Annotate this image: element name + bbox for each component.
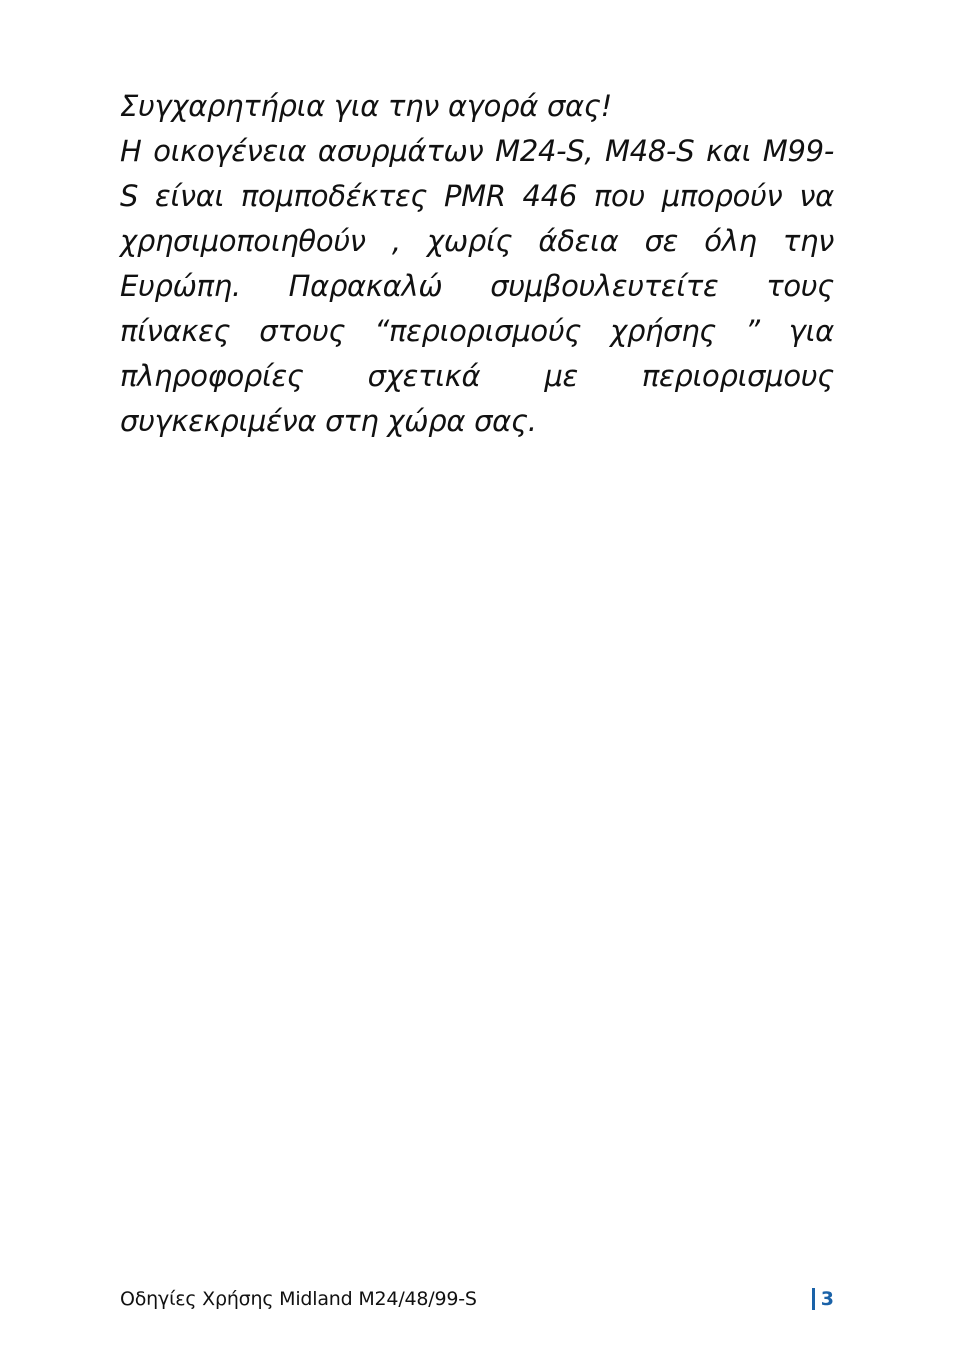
page-footer — [120, 1284, 834, 1314]
greeting-line: Συγχαρητήρια για την αγορά σας! — [120, 89, 612, 123]
page-number: 3 — [820, 1288, 834, 1310]
intro-paragraph: Η οικογένεια ασυρμάτων M24-S, M48-S και M99-S είναι πομποδέκτες PMR 446 που μπορούν να χρησιμοποιηθούν , χωρίς άδεια σε όλη την Ευρώπη. Παρακαλώ συμβουλευτείτε τους πίνακες στους “περιορισμούς χρήσης ” για πληροφορίες σχετικά με περιορισμους συγκεκριμένα στη χώρα σας. — [120, 134, 834, 438]
page-number-group — [812, 1288, 834, 1310]
intro-text-block — [120, 84, 834, 444]
footer-title: Οδηγίες Χρήσης Midland M24/48/99-S — [120, 1288, 477, 1310]
page-number-divider — [812, 1288, 815, 1310]
